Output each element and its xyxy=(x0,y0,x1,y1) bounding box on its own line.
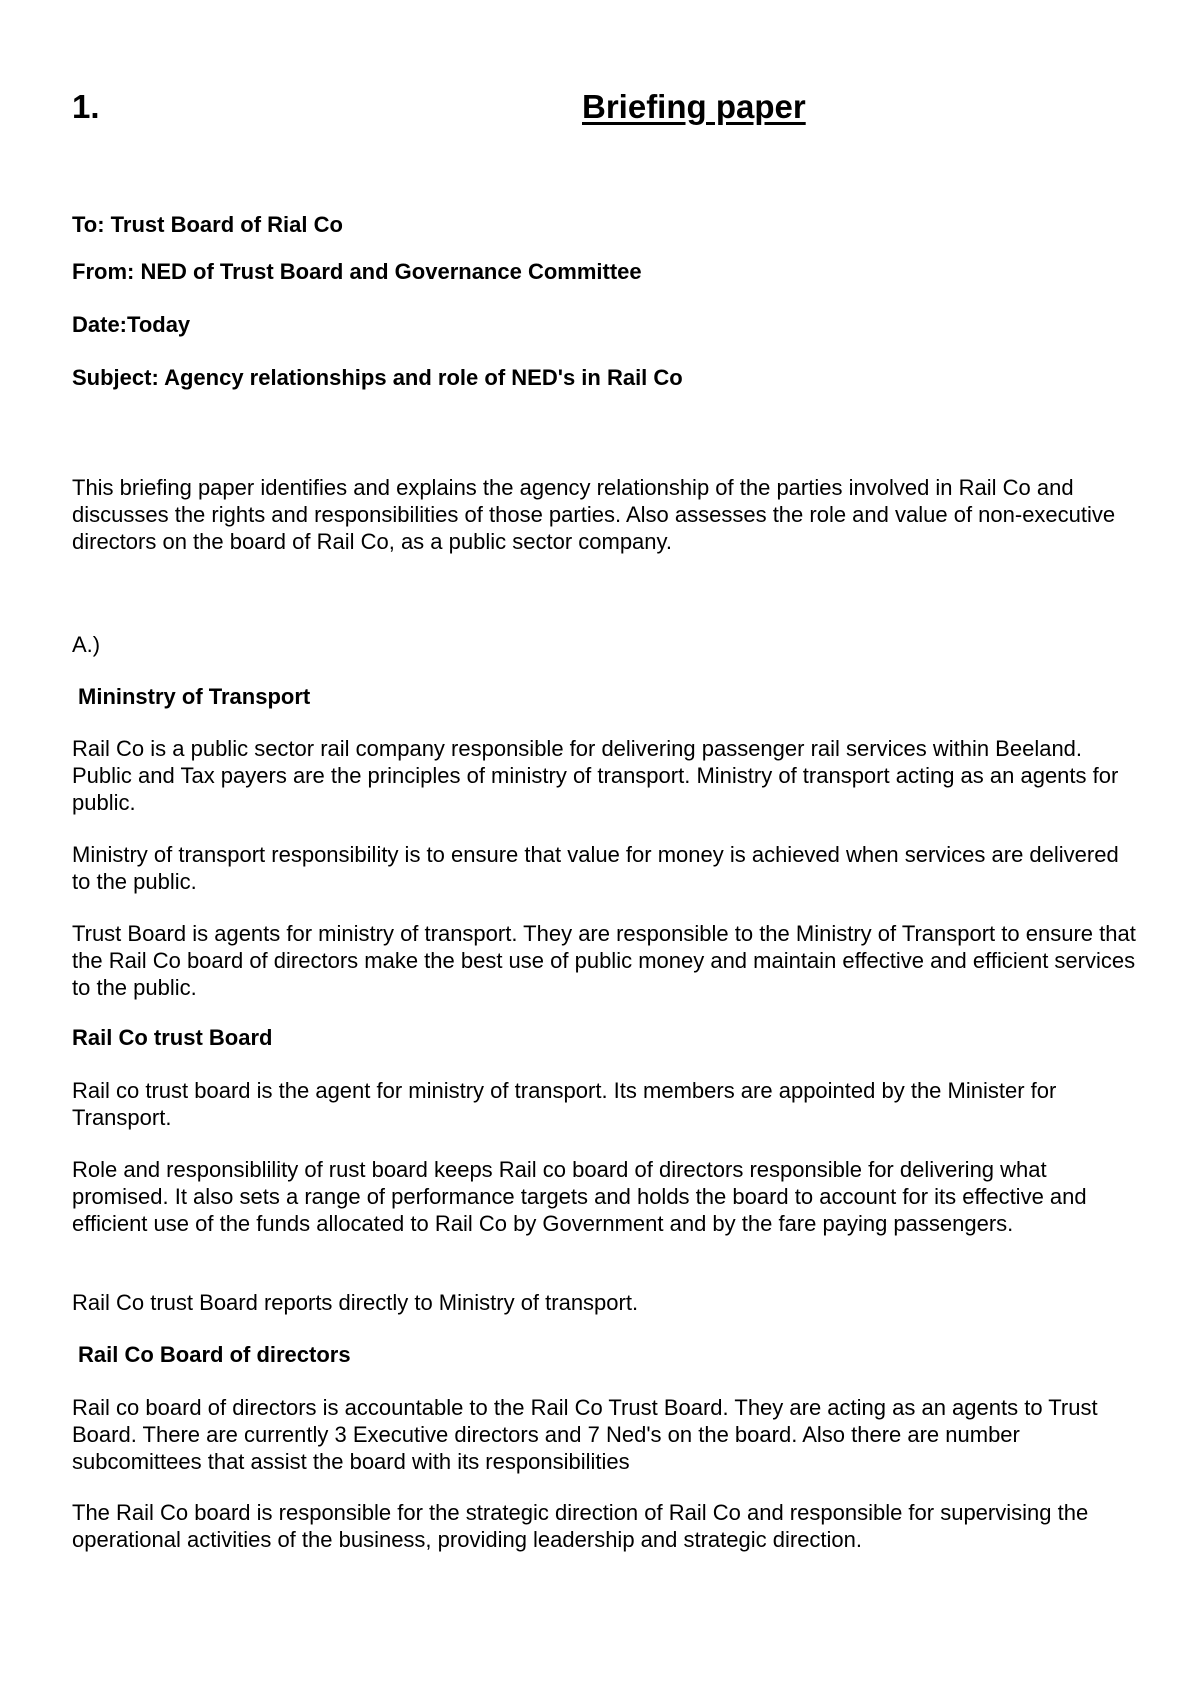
memo-subject: Subject: Agency relationships and role of NED's in Rail Co xyxy=(72,365,683,390)
page-title: Briefing paper xyxy=(582,88,806,125)
memo-to: To: Trust Board of Rial Co xyxy=(72,212,343,237)
trust-board-paragraph-1: Rail co trust board is the agent for ministry of transport. Its members are appointed by the Minister for Transport. xyxy=(72,1078,1057,1130)
ministry-paragraph-3: Trust Board is agents for ministry of transport. They are responsible to the Ministry of Transport to ensure that the Rail Co board of directors make the best use of public money and maintain effective and efficient services to the public. xyxy=(72,921,1136,1000)
heading-rail-co-trust-board: Rail Co trust Board xyxy=(72,1025,273,1050)
memo-from: From: NED of Trust Board and Governance Committee xyxy=(72,259,642,284)
intro-paragraph: This briefing paper identifies and explains the agency relationship of the parties involved in Rail Co and discusses the rights and responsibilities of those parties. Also assesses the role and value of non-executive directors on the board of Rail Co, as a public sector company. xyxy=(72,475,1116,554)
memo-date: Date:Today xyxy=(72,312,191,337)
section-label: A.) xyxy=(72,632,101,657)
board-paragraph-2: The Rail Co board is responsible for the strategic direction of Rail Co and responsible for supervising the operational activities of the business, providing leadership and strategic direction. xyxy=(72,1500,1089,1552)
trust-board-paragraph-2: Role and responsiblility of rust board keeps Rail co board of directors responsible for delivering what promised. It also sets a range of performance targets and holds the board to account for its effective and efficient use of the funds allocated to Rail Co by Government and by the fare paying passengers. xyxy=(72,1157,1087,1236)
ministry-paragraph-2: Ministry of transport responsibility is to ensure that value for money is achieved when services are delivered to the public. xyxy=(72,842,1119,894)
board-paragraph-1: Rail co board of directors is accountable to the Rail Co Trust Board. They are acting as an agents to Trust Board. There are currently 3 Executive directors and 7 Ned's on the board. Also there are number subcomittees that assist the board with its responsibilities xyxy=(72,1395,1098,1474)
trust-board-paragraph-3: Rail Co trust Board reports directly to Ministry of transport. xyxy=(72,1290,639,1315)
heading-ministry-of-transport: Mininstry of Transport xyxy=(78,684,311,709)
section-number: 1. xyxy=(72,88,100,125)
heading-rail-co-board-of-directors: Rail Co Board of directors xyxy=(78,1342,351,1367)
title-row xyxy=(72,88,1142,132)
ministry-paragraph-1: Rail Co is a public sector rail company responsible for delivering passenger rail services within Beeland. Public and Tax payers are the principles of ministry of transport. Ministry of transport acting as an agents for public. xyxy=(72,736,1119,815)
